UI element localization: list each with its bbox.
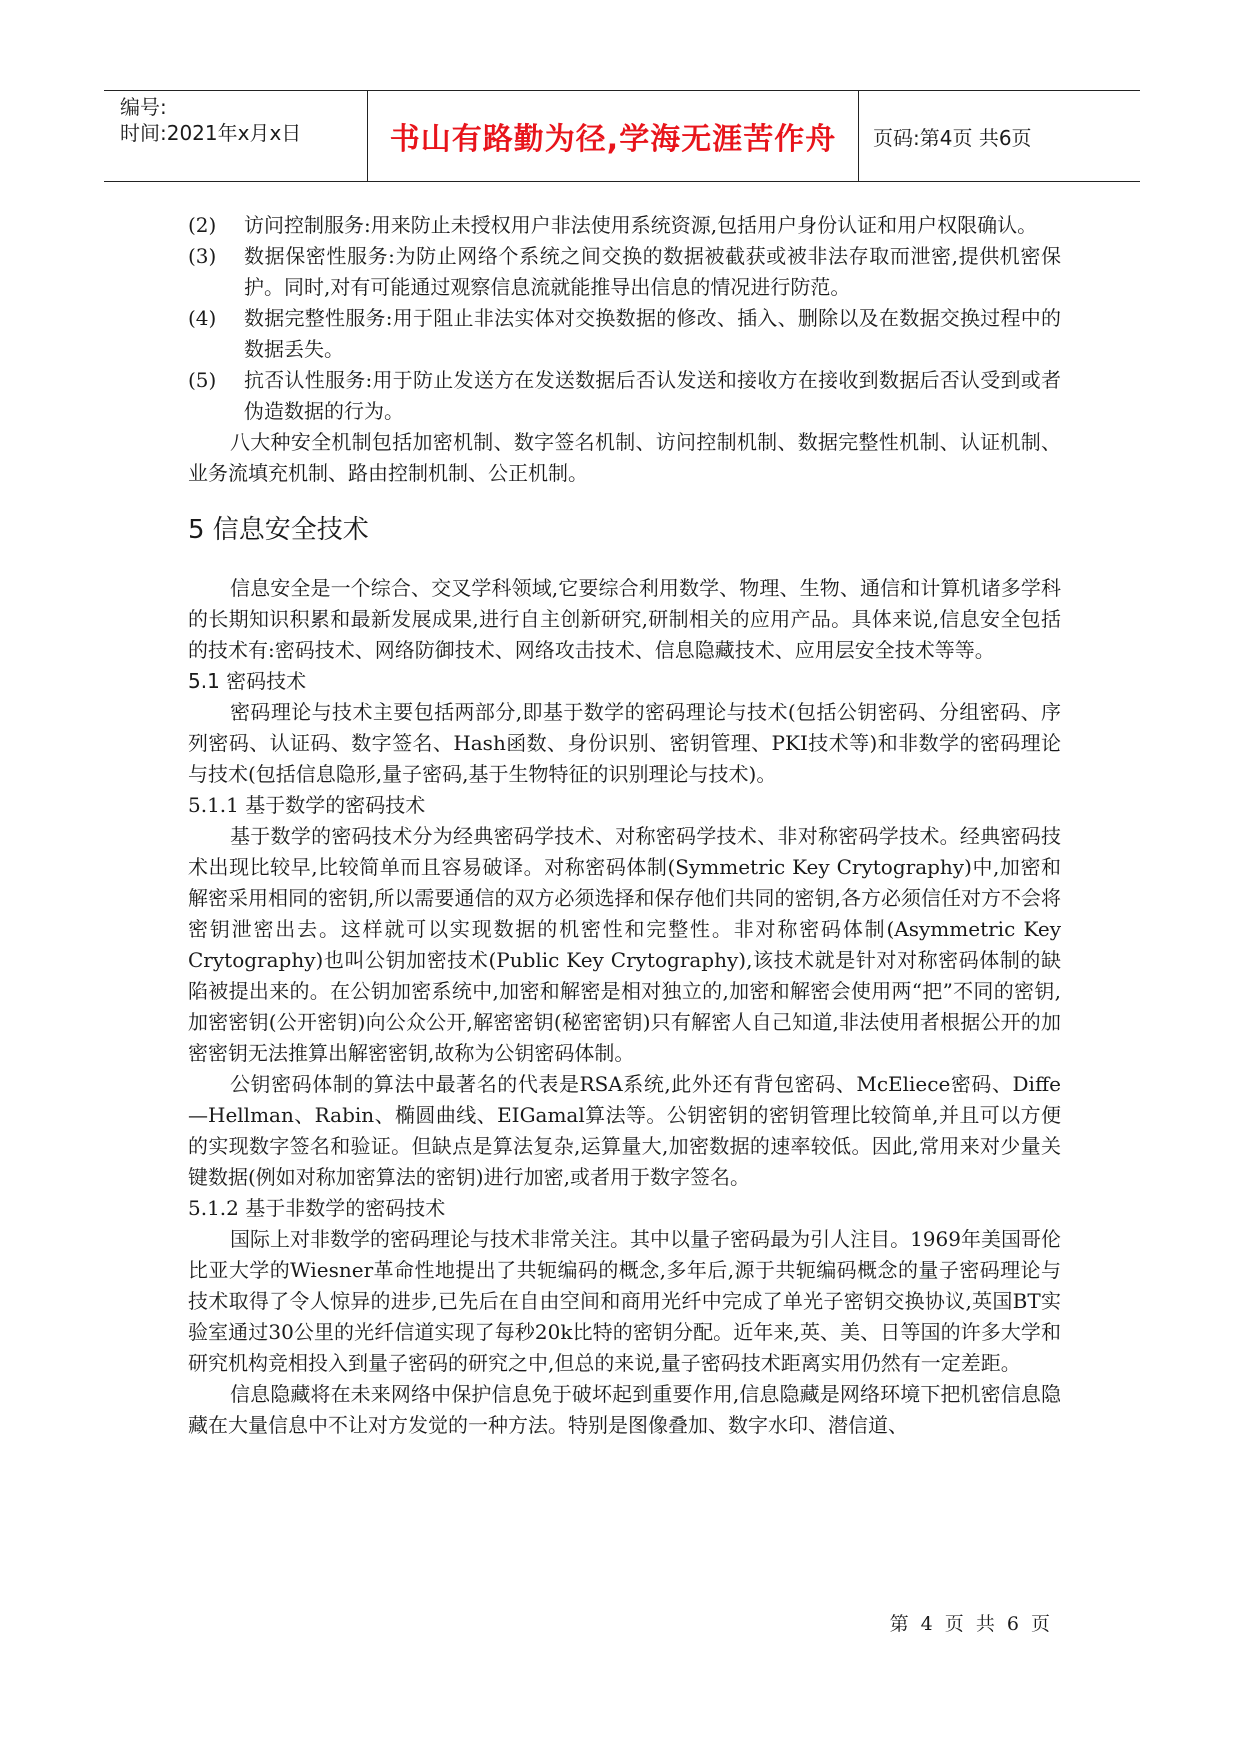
header-motto-cell [368, 91, 859, 181]
list-item [188, 241, 1061, 303]
section-5-1-1-paragraph-2: 公钥密码体制的算法中最著名的代表是RSA系统,此外还有背包密码、McEliece密码、Diffe—Hellman、Rabin、椭圆曲线、EIGamal算法等。公钥密钥的密钥管理比较简单,并且可以方便的实现数字签名和验证。但缺点是算法复杂,运算量大,加密数据的速率较低。因此,常用来对少量关键数据(例如对称加密算法的密钥)进行加密,或者用于数字签名。 [188, 1072, 1061, 1189]
list-item [188, 303, 1061, 365]
section-5-heading: 5 信息安全技术 [188, 515, 369, 545]
section-5-1-1-heading: 5.1.1 基于数学的密码技术 [188, 793, 426, 817]
section-5-1-2-paragraph-2: 信息隐藏将在未来网络中保护信息免于破坏起到重要作用,信息隐藏是网络环境下把机密信息隐藏在大量信息中不让对方发觉的一种方法。特别是图像叠加、数字水印、潜信道、 [188, 1382, 1061, 1437]
document-number-label: 编号: [120, 95, 167, 119]
document-body [188, 210, 1061, 1441]
list-item [188, 210, 1061, 241]
header-meta [104, 91, 368, 181]
list-item-text: 访问控制服务:用来防止未授权用户非法使用系统资源,包括用户身份认证和用户权限确认。 [244, 213, 1038, 237]
list-item-number: (4) [188, 306, 217, 330]
list-item [188, 365, 1061, 427]
section-5-1-2-paragraph-1: 国际上对非数学的密码理论与技术非常关注。其中以量子密码最为引人注目。1969年美国哥伦比亚大学的Wiesner革命性地提出了共轭编码的概念,多年后,源于共轭编码概念的量子密码理论与技术取得了令人惊异的进步,已先后在自由空间和商用光纤中完成了单光子密钥交换协议,英国BT实验室通过30公里的光纤信道实现了每秒20k比特的密钥分配。近年来,英、美、日等国的许多大学和研究机构竞相投入到量子密码的研究之中,但总的来说,量子密码技术距离实用仍然有一定差距。 [188, 1227, 1061, 1375]
list-item-number: (3) [188, 244, 217, 268]
list-item-number: (2) [188, 213, 217, 237]
list-item-number: (5) [188, 368, 217, 392]
list-item-text: 数据保密性服务:为防止网络个系统之间交换的数据被截获或被非法存取而泄密,提供机密保护。同时,对有可能通过观察信息流就能推导出信息的情况进行防范。 [244, 244, 1061, 299]
section-5-1-2-heading: 5.1.2 基于非数学的密码技术 [188, 1196, 446, 1220]
section-5-1-heading: 5.1 密码技术 [188, 669, 307, 693]
header-page-cell [859, 91, 1140, 181]
page-footer: 第 4 页 共 6 页 [889, 1613, 1053, 1635]
header-motto: 书山有路勤为径,学海无涯苦作舟 [389, 122, 837, 157]
list-item-text: 数据完整性服务:用于阻止非法实体对交换数据的修改、插入、删除以及在数据交换过程中的数据丢失。 [244, 306, 1061, 361]
page-header [104, 90, 1140, 182]
document-time-label: 时间:2021年x月x日 [120, 121, 302, 145]
section-5-1-1-paragraph-1: 基于数学的密码技术分为经典密码学技术、对称密码学技术、非对称密码学技术。经典密码技术出现比较早,比较简单而且容易破译。对称密码体制(Symmetric Key Crytography)中,加密和解密采用相同的密钥,所以需要通信的双方必须选择和保存他们共同的密钥,各方必须信任对方不会将密钥泄密出去。这样就可以实现数据的机密性和完整性。非对称密码体制(Asymmetric Key Crytography)也叫公钥加密技术(Public Key Crytography),该技术就是针对对称密码体制的缺陷被提出来的。在公钥加密系统中,加密和解密是相对独立的,加密和解密会使用两“把”不同的密钥,加密密钥(公开密钥)向公众公开,解密密钥(秘密密钥)只有解密人自己知道,非法使用者根据公开的加密密钥无法推算出解密密钥,故称为公钥密码体制。 [188, 824, 1061, 1065]
list-item-text: 抗否认性服务:用于防止发送方在发送数据后否认发送和接收方在接收到数据后否认受到或者伪造数据的行为。 [244, 368, 1061, 423]
section-5-intro: 信息安全是一个综合、交叉学科领域,它要综合利用数学、物理、生物、通信和计算机诸多学科的长期知识积累和最新发展成果,进行自主创新研究,研制相关的应用产品。具体来说,信息安全包括的技术有:密码技术、网络防御技术、网络攻击技术、信息隐藏技术、应用层安全技术等等。 [188, 576, 1061, 662]
header-page-number: 页码:第4页 共6页 [873, 125, 1032, 150]
section-5-1-paragraph: 密码理论与技术主要包括两部分,即基于数学的密码理论与技术(包括公钥密码、分组密码、序列密码、认证码、数字签名、Hash函数、身份识别、密钥管理、PKI技术等)和非数学的密码理论与技术(包括信息隐形,量子密码,基于生物特征的识别理论与技术)。 [188, 700, 1061, 786]
mechanisms-paragraph: 八大种安全机制包括加密机制、数字签名机制、访问控制机制、数据完整性机制、认证机制、业务流填充机制、路由控制机制、公正机制。 [188, 430, 1061, 485]
